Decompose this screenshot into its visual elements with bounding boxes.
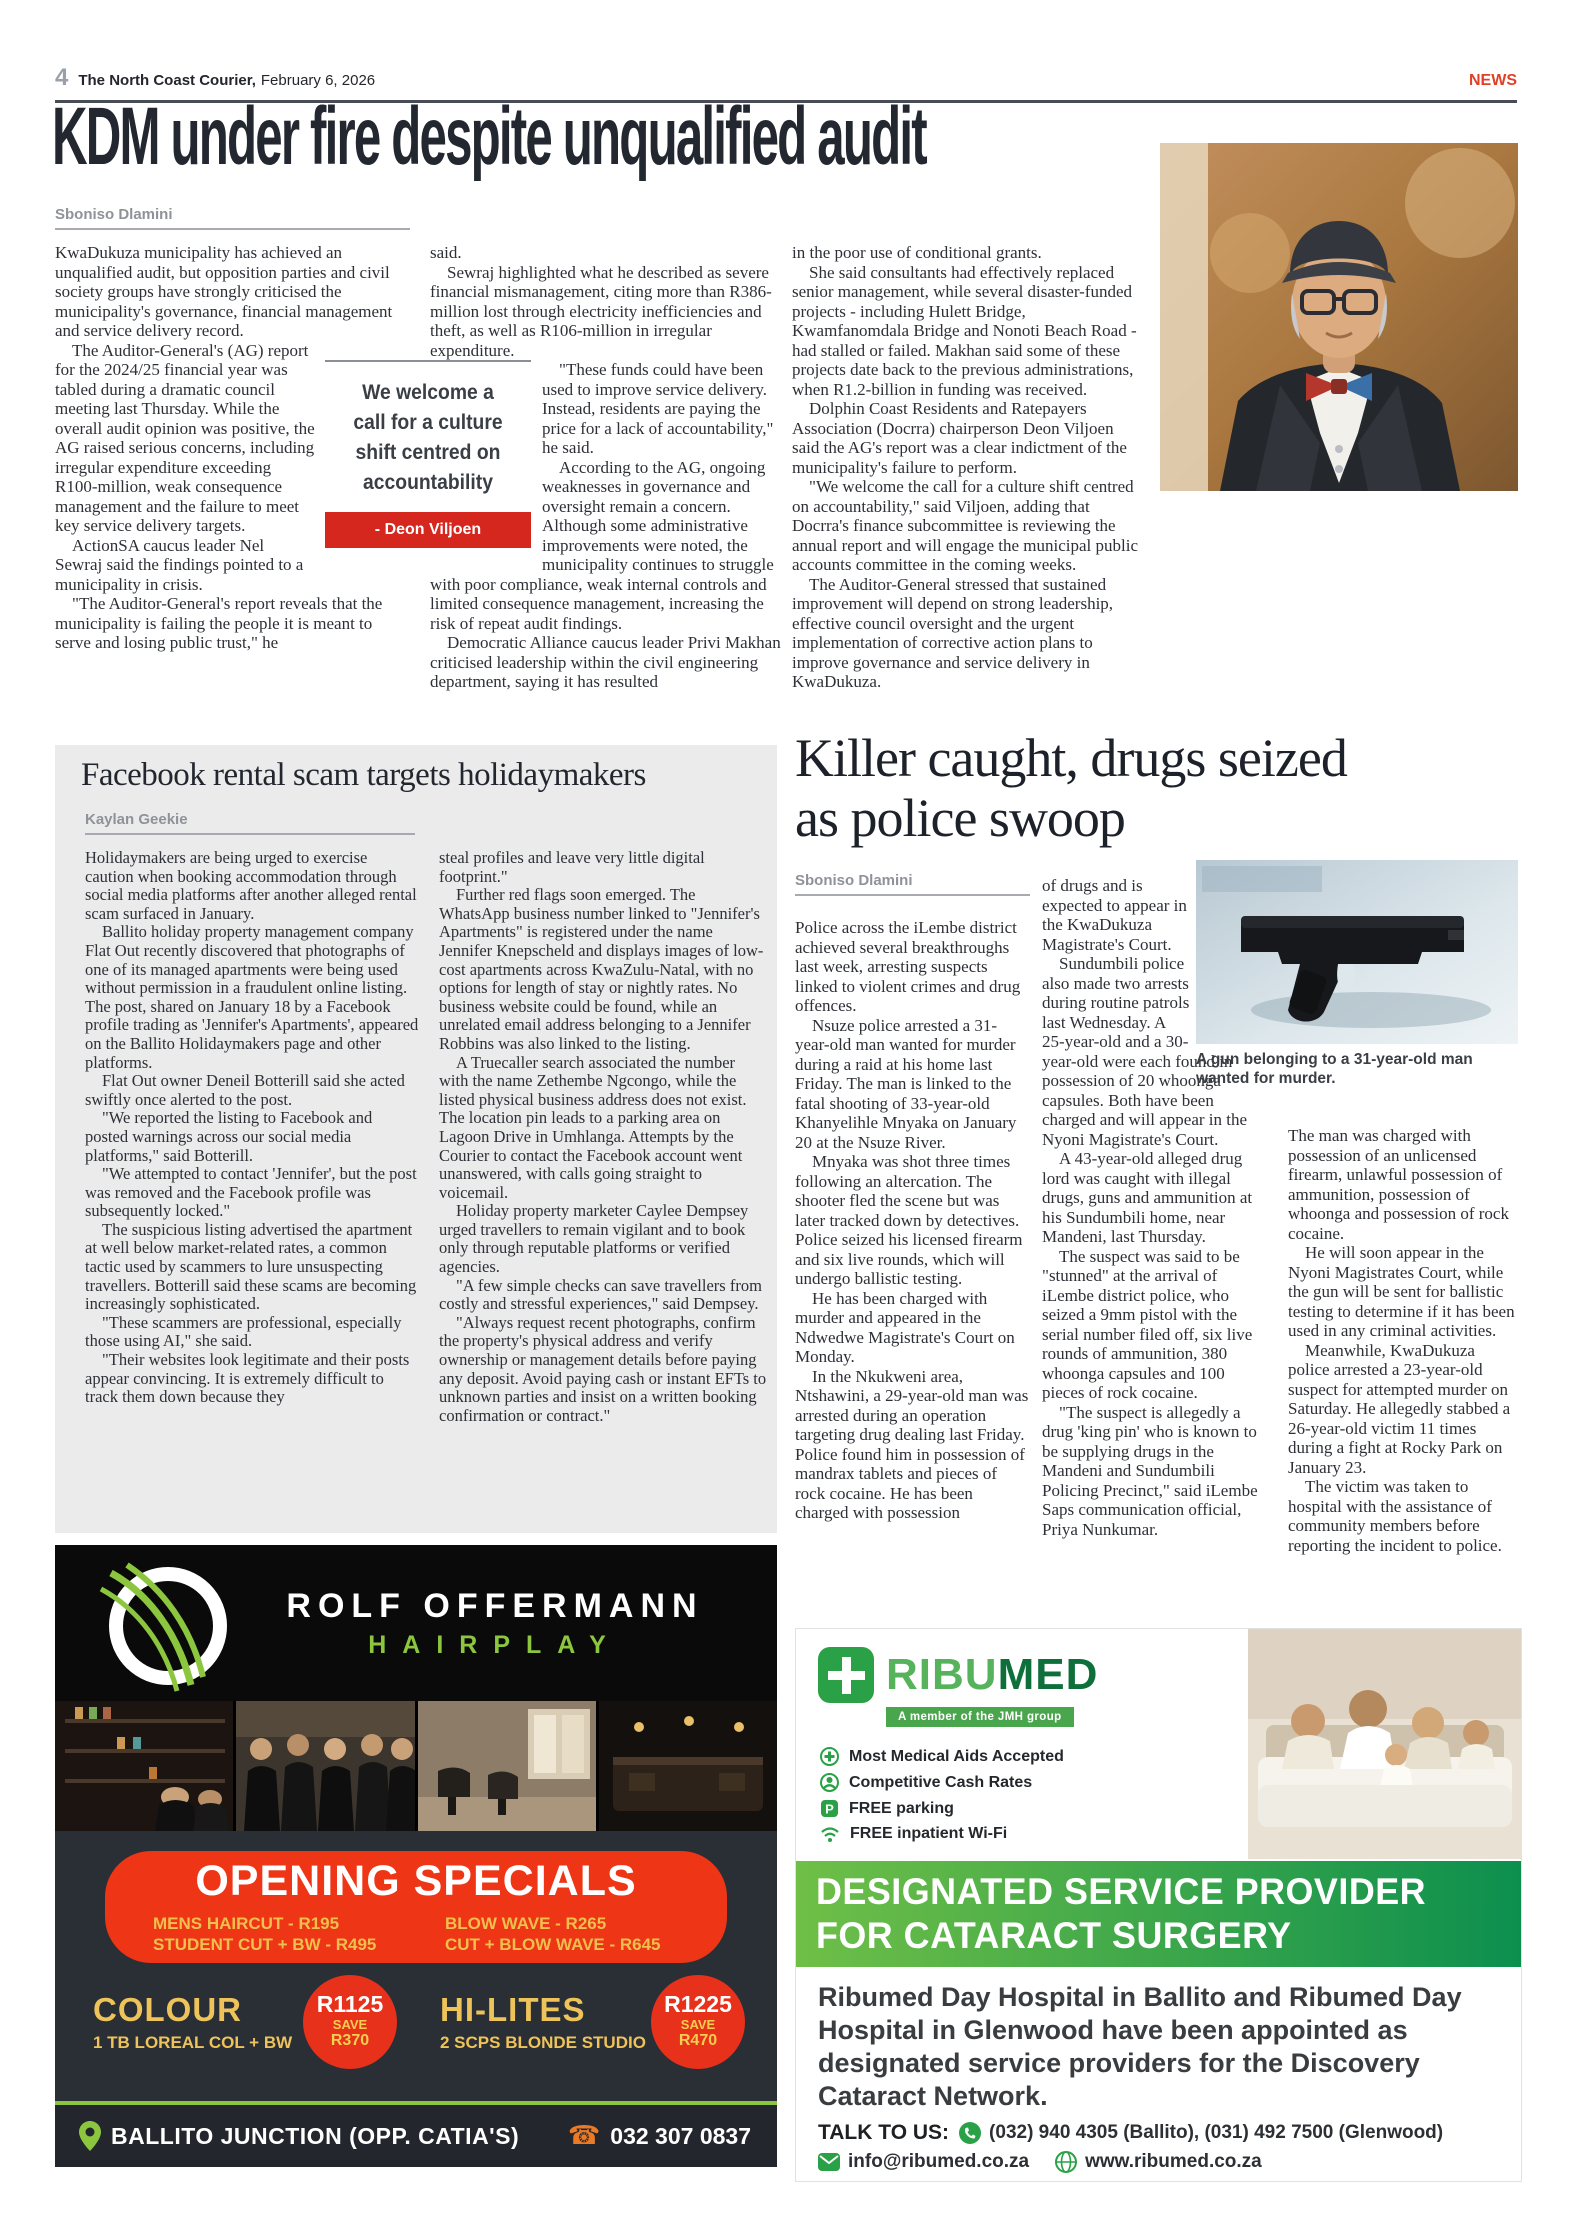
hilites-title: HI-LITES — [440, 1991, 586, 2028]
special-item: MENS HAIRCUT - R195 — [153, 1914, 340, 1933]
paragraph: "A few simple checks can save travellers from costly and stressful experiences," said Dempsey. — [439, 1275, 762, 1314]
ribumed-cross-icon — [818, 1647, 874, 1703]
paragraph: Mnyaka was shot three times following an altercation. The shooter fled the scene but was later tracked down by detectives. Police seized his licensed firearm and six live rounds, which will undergo ballistic testing. — [795, 1152, 1023, 1288]
rolf-footer — [55, 2105, 777, 2167]
rolf-phone-number: 032 307 0837 — [610, 2122, 751, 2149]
killer-headline — [795, 728, 1525, 848]
benefit-item — [820, 1747, 1064, 1766]
paragraph: "We attempted to contact 'Jennifer', but the post was removed and the Facebook profile was subsequently locked." — [85, 1164, 417, 1221]
colour-title: COLOUR — [93, 1991, 242, 2028]
svg-text:P: P — [825, 1801, 834, 1817]
deon-viljoen-photo — [1160, 143, 1518, 491]
benefit-item — [820, 1825, 1064, 1843]
issue-date: February 6, 2026 — [260, 72, 376, 89]
wifi-icon — [820, 1826, 840, 1843]
paragraph: "The Auditor-General's report reveals that the municipality is failing the people it is meant to serve and losing public trust," he — [55, 594, 383, 652]
special-item: CUT + BLOW WAVE - R645 — [445, 1935, 661, 1954]
paragraph: He has been charged with murder and appeared in the Ndwedwe Magistrate's Court on Monday. — [795, 1288, 1015, 1366]
facebook-scam-article — [55, 745, 777, 1533]
gun-photo — [1196, 860, 1518, 1044]
paragraph: The Auditor-General stressed that sustained improvement will depend on strong leadership, effective council oversight and the urgent implementation of corrective action plans to improve governance and service delivery in KwaDukuza. — [792, 574, 1114, 691]
colour-special — [93, 1991, 292, 2053]
paragraph: The victim was taken to hospital with the assistance of community members before reporting the incident to police. — [1288, 1477, 1502, 1555]
rolf-location — [79, 2121, 519, 2151]
paragraph: Sundumbili police also made two arrests during routine patrols last Wednesday. A 25-year-old and a 30-year-old were each found in possession of 20 whoonga capsules. Both have been charged and will appear in the Nyoni Magistrate's Court. — [1042, 954, 1248, 1149]
ribumed-wordmark-1: RIBU — [886, 1650, 998, 1699]
colour-price-badge — [303, 1975, 397, 2069]
paragraph: ActionSA caucus leader Nel Sewraj said the findings pointed to a municipality in crisis. — [55, 535, 304, 594]
killer-headline-line2: as police swoop — [795, 788, 1125, 848]
benefit-label: Most Medical Aids Accepted — [849, 1747, 1064, 1765]
medical-aid-icon — [820, 1747, 839, 1766]
ribumed-ad — [795, 1628, 1522, 2182]
price: R1225 — [664, 1991, 732, 2017]
paragraph: in the poor use of conditional grants. — [792, 243, 1042, 262]
paragraph: "These funds could have been used to improve service delivery. Instead, residents are paying the price for a lack of accountability," he said. — [542, 360, 774, 457]
special-item: STUDENT CUT + BW - R495 — [153, 1935, 377, 1954]
benefit-label: FREE parking — [849, 1799, 954, 1817]
globe-icon — [1055, 2151, 1077, 2173]
salon-photo-team — [236, 1701, 414, 1831]
cash-rates-icon — [820, 1773, 839, 1792]
gun-caption: A gun belonging to a 31-year-old man wanted for murder. — [1196, 1051, 1473, 1087]
save-value: R370 — [330, 2032, 370, 2049]
paragraph: The Auditor-General's (AG) report for the 2024/25 financial year was tabled during a dramatic council meeting last Thursday. While the overall audit opinion was positive, the AG raised serious concerns, including irregular expenditure exceeding R100-million, weak consequence management and the failure to meet key service delivery targets. — [55, 340, 315, 535]
benefit-item — [820, 1799, 1064, 1818]
ribumed-benefits — [820, 1747, 1064, 1850]
opening-specials-banner — [105, 1851, 727, 1963]
kdm-byline: Sboniso Dlamini — [55, 206, 410, 230]
facebook-column-2 — [439, 849, 767, 1517]
banner-line-2: FOR CATARACT SURGERY — [816, 1915, 1292, 1956]
ribumed-contact-row-2 — [818, 2151, 1262, 2173]
phone-circle-icon — [959, 2122, 981, 2144]
portrait-illustration — [1160, 143, 1518, 491]
ribumed-body-text: Ribumed Day Hospital in Ballito and Ribumed Day Hospital in Glenwood have been appointed as designated service providers for the Discovery Cataract Network. — [818, 1982, 1462, 2111]
paragraph: A 43-year-old alleged drug lord was caught with illegal drugs, guns and ammunition at his Sundumbili home, near Mandeni, last Thursday. — [1042, 1149, 1253, 1246]
family-photo — [1248, 1629, 1521, 1859]
designated-provider-banner — [796, 1861, 1521, 1967]
opening-specials-title: OPENING SPECIALS — [195, 1857, 637, 1905]
paragraph: said. — [430, 243, 462, 262]
rolf-salon-photos — [55, 1701, 777, 1831]
rolf-phone — [568, 2121, 751, 2151]
benefit-label: FREE inpatient Wi-Fi — [850, 1825, 1008, 1842]
rolf-hairplay: HAIRPLAY — [368, 1631, 622, 1659]
ribumed-tagline: A member of the JMH group — [886, 1707, 1074, 1727]
save-value: R470 — [678, 2032, 718, 2049]
talk-to-us-label: TALK TO US: — [818, 2121, 950, 2144]
section-label: NEWS — [1469, 72, 1517, 89]
ribumed-wordmark-2: MED — [997, 1650, 1099, 1699]
benefit-item — [820, 1773, 1064, 1792]
benefit-label: Competitive Cash Rates — [849, 1773, 1033, 1791]
paragraph: The man was charged with possession of an unlicensed firearm, unlawful possession of ammunition, possession of whoonga and possession of rock cocaine. — [1288, 1126, 1509, 1243]
location-pin-icon — [79, 2121, 101, 2151]
paragraph: Meanwhile, KwaDukuza police arrested a 23-year-old suspect for attempted murder on Saturday. He allegedly stabbed a 26-year-old victim 11 times during a fight at Rocky Park on January 23. — [1288, 1340, 1511, 1477]
killer-byline: Sboniso Dlamini — [795, 872, 1030, 896]
paragraph: Further red flags soon emerged. The WhatsApp business number linked to "Jennifer's Apartments" is registered under the name Jennifer Knepscheld and displays images of low-cost apartments across KwaZulu-Natal, with no options for length of stay or nightly rates. No business website could be found, while an unrelated email address belonging to a Jennifer Robbins was also linked to the listing. — [439, 885, 764, 1053]
banner-line-1: DESIGNATED SERVICE PROVIDER — [816, 1871, 1427, 1912]
ribumed-wordmark — [886, 1650, 1098, 1700]
paragraph: The suspect was said to be "stunned" at the arrival of iLembe district police, who seized a 9mm pistol with the serial number filed off, six live rounds of ammunition, 380 whoonga capsules and 100 pieces of rock cocaine. — [1042, 1246, 1253, 1402]
ribumed-logo — [818, 1647, 1098, 1703]
facebook-byline: Kaylan Geekie — [85, 811, 415, 835]
paragraph: Dolphin Coast Residents and Ratepayers Association (Docrra) chairperson Deon Viljoen said the AG's report was a clear indictment of the municipality's failure to perform. — [792, 399, 1127, 477]
rolf-o-logo-icon — [93, 1553, 243, 1699]
paragraph: She said consultants had effectively replaced senior management, while several disaster-funded projects - including Hulett Bridge, Kwamfanomdala Bridge and Nonoti Beach Road - had stalled or failed. Makhan said some of these projects date back to the previous administrations, when R1.2-billion in funding was received. — [792, 262, 1137, 399]
hilites-price-badge — [651, 1975, 745, 2069]
pull-quote-attribution: - Deon Viljoen — [325, 512, 531, 548]
parking-icon — [820, 1799, 839, 1818]
save-label: SAVE — [332, 2017, 368, 2032]
page-number: 4 — [55, 64, 69, 91]
paragraph: Democratic Alliance caucus leader Privi Makhan criticised leadership within the civil engineering department, saying it has resulted — [430, 633, 781, 691]
paragraph: "Always request recent photographs, confirm the property's physical address and verify ownership or management details before paying any deposit. Avoid paying cash or instant EFTs to unknown parties and insist on a written booking confirmation or contract." — [439, 1312, 767, 1425]
paragraph: Holiday property marketer Caylee Dempsey urged travellers to remain vigilant and to book only through reputable platforms or verified agencies. — [439, 1201, 749, 1277]
specials-left — [153, 1913, 376, 1955]
facebook-column-1 — [85, 849, 419, 1517]
killer-column-1 — [795, 918, 1030, 1608]
paragraph: Police across the iLembe district achieved several breakthroughs last week, arresting suspects linked to violent crimes and drug offences. — [795, 918, 1021, 1015]
special-item: BLOW WAVE - R265 — [445, 1914, 607, 1933]
salon-photo-reception — [599, 1701, 777, 1831]
paragraph: KwaDukuza municipality has achieved an unqualified audit, but opposition parties and civil society groups have strongly criticised the municipality's governance, financial management and service delivery record. — [55, 243, 393, 340]
salon-photo-interior — [418, 1701, 596, 1831]
rolf-logo-band — [55, 1545, 777, 1701]
facebook-headline: Facebook rental scam targets holidaymakers — [81, 757, 646, 793]
salon-photo-shelves — [55, 1701, 233, 1831]
paragraph: According to the AG, ongoing weaknesses in governance and oversight remain a concern. Although some administrative improvements were noted, the municipality continues to struggle with poor compliance, weak internal controls and limited consequence management, increasing the risk of repeat audit findings. — [430, 457, 774, 633]
paragraph: A Truecaller search associated the number with the name Zethembe Ngcongo, while the listed physical business address does not exist. The location pin leads to a parking area on Lagoon Drive in Umhlanga. Attempts by the Courier to contact the Facebook account went unanswered, with calls going straight to voicemail. — [439, 1052, 747, 1202]
ribumed-phones: (032) 940 4305 (Ballito), (031) 492 7500 (Glenwood) — [989, 2122, 1444, 2143]
killer-column-3 — [1288, 1126, 1520, 1646]
killer-headline-line1: Killer caught, drugs seized — [795, 728, 1347, 788]
paragraph: Flat Out owner Deneil Botterill said she acted swiftly once alerted to the post. — [85, 1071, 405, 1109]
colour-sub: 1 TB LOREAL COL + BW — [93, 2033, 293, 2052]
hilites-special — [440, 1991, 646, 2053]
phone-icon: ☎ — [567, 2121, 601, 2151]
kdm-column-3 — [792, 243, 1142, 739]
paragraph: steal profiles and leave very little digital footprint." — [439, 849, 705, 886]
paragraph: "We welcome the call for a culture shift centred on accountability," said Viljoen, adding that Docrra's finance subcommittee is reviewing the annual report and will engage the municipal public accounts committee in the coming weeks. — [792, 477, 1139, 574]
rolf-name: ROLF OFFERMANN — [286, 1587, 704, 1625]
specials-right — [445, 1913, 661, 1955]
price: R1125 — [316, 1991, 384, 2017]
ribumed-email: info@ribumed.co.za — [848, 2151, 1030, 2172]
paragraph: "The suspect is allegedly a drug 'king pin' who is known to be supplying drugs in the Mandeni and Sundumbili Policing Precinct," said iLembe Saps communication official, Priya Nunkumar. — [1042, 1402, 1258, 1539]
paragraph: Holidaymakers are being urged to exercise caution when booking accommodation through social media platforms after another alleged rental scam surfaced in January. — [85, 849, 417, 923]
paragraph: In the Nkukweni area, Ntshawini, a 29-year-old man was arrested during an operation targeting drug dealing last Friday. Police found him in possession of mandrax tablets and pieces of rock cocaine. He has been charged with possession — [795, 1366, 1029, 1522]
paragraph: The suspicious listing advertised the apartment at well below market-related rates, a common tactic used by scammers to lure unsuspecting travellers. Botterill said these scams are becoming increasingly sophisticated. — [85, 1219, 417, 1314]
hilites-sub: 2 SCPS BLONDE STUDIO — [440, 2033, 646, 2052]
ribumed-contact-row — [818, 2121, 1443, 2145]
pull-quote-text: We welcome a call for a culture shift centred on accountability — [353, 381, 503, 494]
email-icon — [818, 2153, 840, 2171]
gun-illustration — [1196, 860, 1518, 1044]
ribumed-website: www.ribumed.co.za — [1085, 2151, 1262, 2172]
paragraph: He will soon appear in the Nyoni Magistrates Court, while the gun will be sent for ballistic testing to determine if it has been used in any criminal activities. — [1288, 1243, 1515, 1340]
paper-title: The North Coast Courier, — [78, 72, 256, 89]
pull-quote-rule — [325, 360, 531, 362]
save-label: SAVE — [680, 2017, 716, 2032]
rolf-location-text: BALLITO JUNCTION (OPP. CATIA'S) — [111, 2122, 520, 2149]
paragraph: of drugs and is expected to appear in the KwaDukuza Magistrate's Court. — [1042, 876, 1187, 954]
paragraph: "These scammers are professional, especially those using AI," she said. — [85, 1312, 402, 1351]
paragraph: Nsuze police arrested a 31-year-old man wanted for murder during a raid at his home last Friday. The man is linked to the fatal shooting of 33-year-old Khanyelihle Mnyaka on January 20 at the Nsuze River. — [795, 1015, 1017, 1152]
paragraph: Ballito holiday property management company Flat Out recently discovered that photographs of one of its managed apartments were being used without permission in a fraudulent online listing. The post, shared on January 18 by a Facebook profile trading as 'Jennifer's Apartments', appeared on the Ballito Holidaymakers page and other platforms. — [85, 922, 419, 1072]
rolf-offermann-ad — [55, 1545, 777, 2167]
paragraph: Sewraj highlighted what he described as severe financial mismanagement, citing more than R386-million lost through electricity inefficiencies and theft, as well as R106-million in irregular expenditure. — [430, 262, 772, 360]
kdm-headline: KDM under fire despite unqualified audit — [52, 91, 926, 182]
pull-quote — [325, 360, 531, 548]
paragraph: "We reported the listing to Facebook and posted warnings across our social media platforms," said Botterill. — [85, 1108, 373, 1165]
paragraph: "Their websites look legitimate and their posts appear convincing. It is extremely difficult to track them down because they — [85, 1350, 410, 1407]
